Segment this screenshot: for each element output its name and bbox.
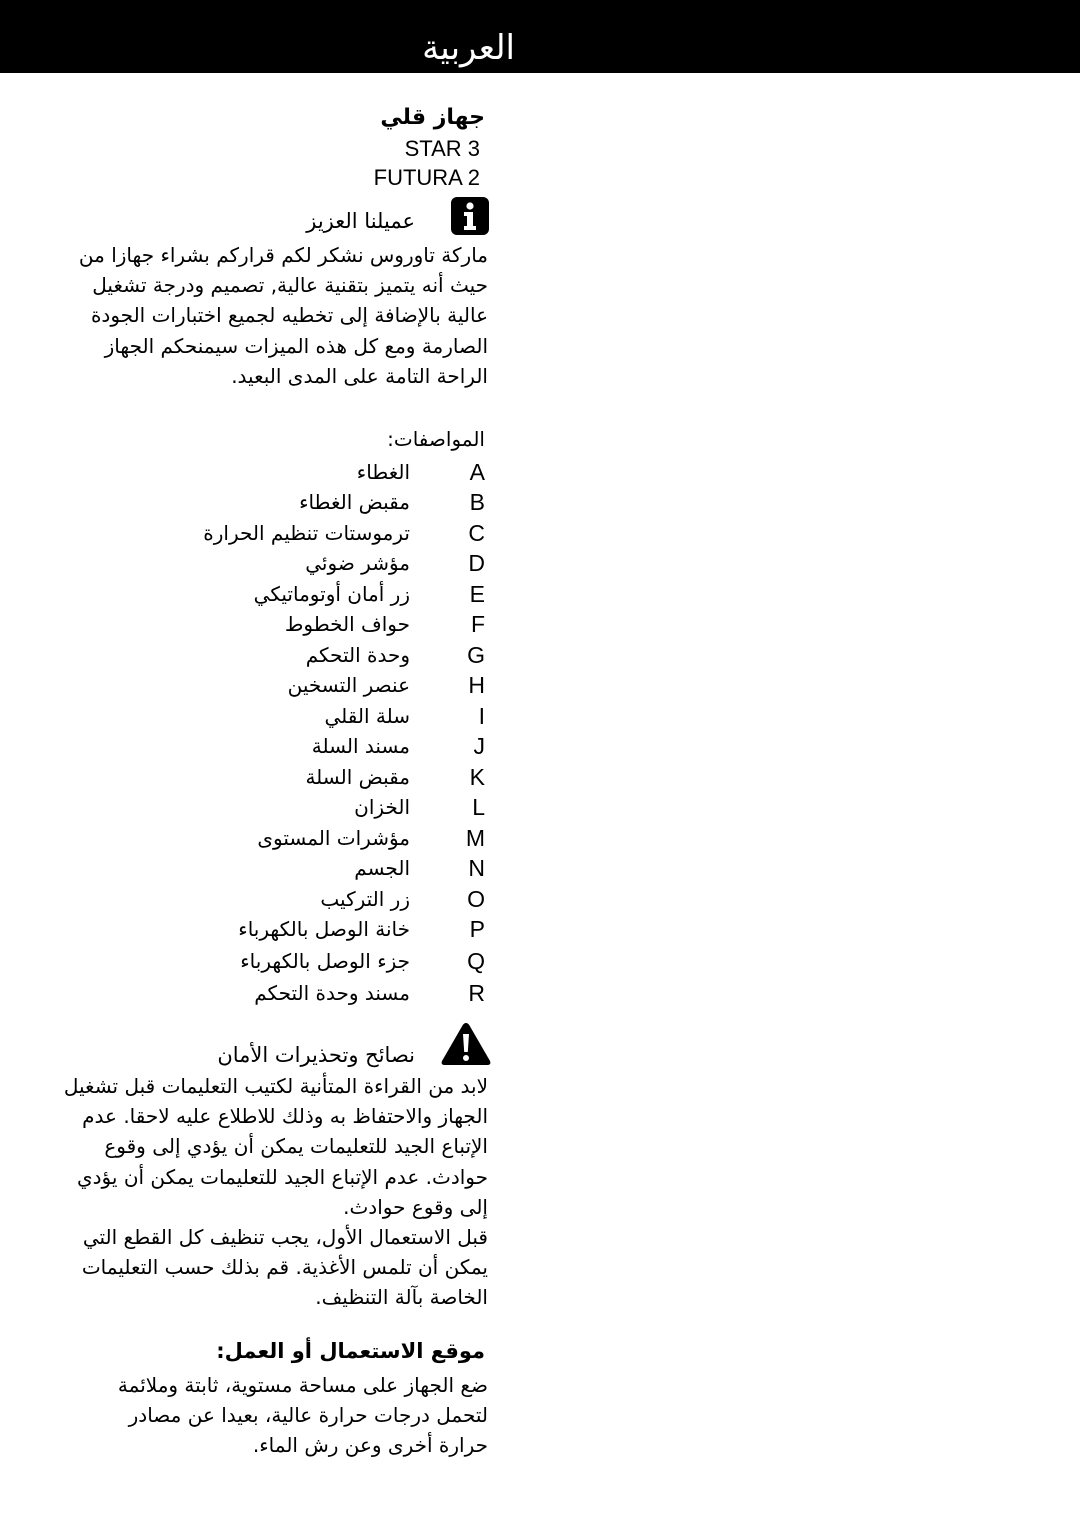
spec-name: مؤشرات المستوى xyxy=(257,826,410,850)
spec-name: حواف الخطوط xyxy=(284,612,410,636)
safety-paragraph xyxy=(64,1071,488,1313)
safety-line: لابد من القراءة المتأنية لكتيب التعليمات قبل تشغيل xyxy=(63,1074,488,1098)
placement-line: لتحمل درجات حرارة عالية، بعيدا عن مصادر xyxy=(128,1403,488,1428)
spec-item-f xyxy=(65,609,485,639)
spec-name: جزء الوصل بالكهرباء xyxy=(240,949,410,973)
safety-line: إلى وقوع حوادث. xyxy=(343,1194,488,1219)
spec-item-j xyxy=(65,731,485,761)
spec-letter: M xyxy=(465,825,485,851)
spec-letter: H xyxy=(468,672,485,698)
spec-letter: N xyxy=(468,855,485,881)
spec-item-q xyxy=(65,946,485,976)
spec-name: سلة القلي xyxy=(324,704,410,728)
spec-letter: I xyxy=(478,703,485,729)
spec-item-o xyxy=(65,884,485,914)
spec-name: وحدة التحكم xyxy=(305,643,410,667)
spec-item-m xyxy=(65,823,485,853)
spec-name: ترموستات تنظيم الحرارة xyxy=(203,521,410,545)
placement-line: ضع الجهاز على مساحة مستوية، ثابتة وملائمة xyxy=(117,1373,488,1397)
placement-line: حرارة أخرى وعن رش الماء. xyxy=(252,1433,488,1458)
spec-letter: E xyxy=(469,581,485,607)
spec-name: الغطاء xyxy=(356,460,410,484)
spec-item-k xyxy=(65,762,485,792)
warning-icon xyxy=(440,1021,492,1067)
spec-item-l xyxy=(65,792,485,822)
info-icon xyxy=(451,197,489,235)
spec-name: مقبض الغطاء xyxy=(299,490,410,514)
safety-line: الجهاز والاحتفاظ به وذلك للاطلاع عليه لاحقا. عدم xyxy=(82,1104,488,1129)
specs-heading: المواصفات: xyxy=(387,427,485,451)
spec-letter: A xyxy=(469,459,485,485)
safety-line: يمكن أن تلمس الأغذية. قم بذلك حسب التعليمات xyxy=(81,1255,488,1280)
spec-letter: D xyxy=(468,550,485,576)
spec-name: مقبض السلة xyxy=(305,765,410,789)
intro-line: ماركة تاوروس نشكر لكم قراركم بشراء جهازا من xyxy=(78,243,488,267)
spec-letter: P xyxy=(469,916,485,942)
spec-item-r xyxy=(65,978,485,1008)
spec-item-b xyxy=(65,487,485,517)
spec-item-h xyxy=(65,670,485,700)
safety-line: حوادث. عدم الإتباع الجيد للتعليمات يمكن أن يؤدي xyxy=(77,1164,488,1189)
spec-name: زر التركيب xyxy=(320,887,410,911)
placement-heading: موقع الاستعمال أو العمل: xyxy=(216,1339,485,1363)
spec-item-c xyxy=(65,518,485,548)
placement-paragraph xyxy=(118,1370,488,1461)
spec-item-g xyxy=(65,640,485,670)
spec-letter: K xyxy=(469,764,485,790)
safety-line: الإتباع الجيد للتعليمات يمكن أن يؤدي إلى وقوع xyxy=(104,1134,488,1159)
spec-letter: R xyxy=(468,980,485,1006)
device-title: جهاز قلي xyxy=(380,105,485,130)
spec-item-e xyxy=(65,579,485,609)
intro-line: حيث أنه يتميز بتقنية عالية, تصميم ودرجة تشغيل xyxy=(92,273,488,298)
spec-name: الخزان xyxy=(354,795,410,819)
spec-item-i xyxy=(65,701,485,731)
page-title: العربية xyxy=(422,28,515,68)
model-name-2: FUTURA 2 xyxy=(373,165,480,190)
spec-letter: J xyxy=(473,733,485,759)
header-bar xyxy=(0,0,1080,73)
spec-letter: F xyxy=(470,611,485,637)
spec-letter: B xyxy=(469,489,485,515)
intro-heading: عميلنا العزيز xyxy=(306,209,415,233)
spec-letter: C xyxy=(468,520,485,546)
spec-item-n xyxy=(65,853,485,883)
safety-heading: نصائح وتحذيرات الأمان xyxy=(217,1043,415,1067)
spec-letter: L xyxy=(472,794,485,820)
spec-name: خانة الوصل بالكهرباء xyxy=(238,917,410,941)
spec-item-p xyxy=(65,914,485,944)
intro-paragraph xyxy=(79,240,488,391)
spec-item-d xyxy=(65,548,485,578)
spec-name: زر أمان أوتوماتيكي xyxy=(253,582,410,606)
intro-line: الصارمة ومع كل هذه الميزات سيمنحكم الجهاز xyxy=(104,333,488,358)
spec-letter: Q xyxy=(467,948,485,974)
safety-line: الخاصة بآلة التنظيف. xyxy=(315,1285,488,1310)
spec-letter: G xyxy=(467,642,485,668)
intro-line: عالية بالإضافة إلى تخطيه لجميع اختبارات الجودة xyxy=(90,303,488,328)
spec-letter: O xyxy=(467,886,485,912)
spec-name: الجسم xyxy=(354,856,410,880)
intro-line: الراحة التامة على المدى البعيد. xyxy=(231,363,488,388)
spec-name: مؤشر ضوئي xyxy=(305,551,410,575)
spec-name: مسند السلة xyxy=(311,734,410,758)
spec-name: مسند وحدة التحكم xyxy=(254,981,410,1005)
model-name-1: STAR 3 xyxy=(404,136,480,161)
spec-name: عنصر التسخين xyxy=(287,673,410,697)
safety-line: قبل الاستعمال الأول، يجب تنظيف كل القطع التي xyxy=(82,1225,488,1250)
spec-item-a xyxy=(65,457,485,487)
